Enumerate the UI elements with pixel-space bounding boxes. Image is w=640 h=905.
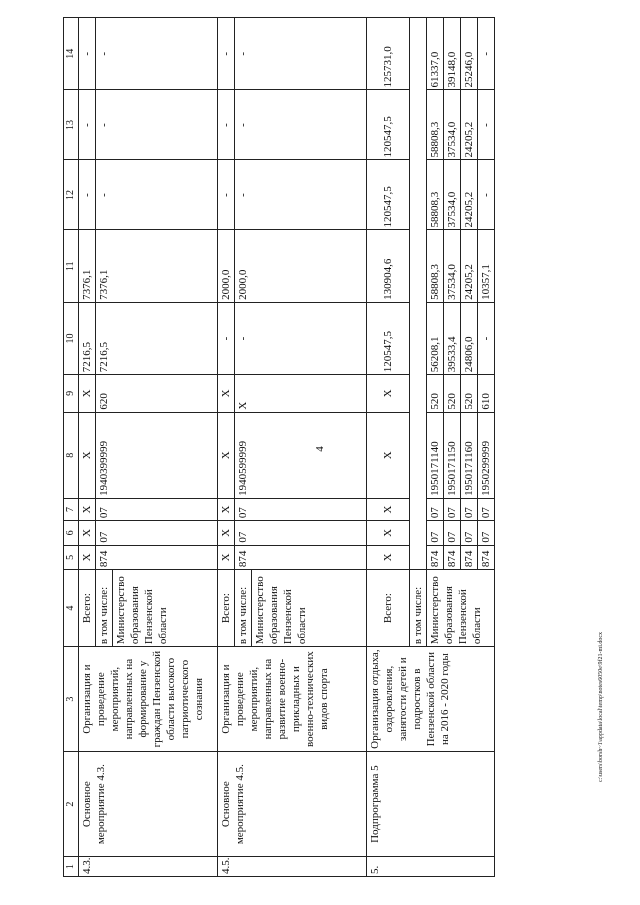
ministry-label: Министерство образования Пензенской области — [113, 570, 218, 647]
total-label: Всего: — [79, 570, 96, 647]
table-cell: X — [367, 521, 410, 546]
table-cell: 874 — [444, 545, 461, 570]
table-cell: 874 — [235, 545, 367, 570]
table-cell: X — [218, 498, 235, 520]
table-cell: X — [79, 498, 96, 520]
ministry-label: Министерство образования Пензенской области — [427, 570, 495, 647]
row-description: Организация отдыха, оздоровления, занятости детей и подростков в Пензенской области на 2016 - 2020 годы — [367, 647, 495, 752]
row-number: 4.3. — [79, 857, 218, 877]
table-cell: - — [218, 160, 235, 230]
row-description: Организация и проведение мероприятий, направленных на формирование у граждан Пензенской области высокого патриотического сознания — [79, 647, 218, 752]
table-cell: X — [79, 375, 96, 412]
table-cell: 07 — [478, 498, 495, 520]
col-header: 8 — [64, 412, 79, 498]
incl-label: в том числе: — [235, 570, 252, 647]
table-row-4-3-total — [79, 18, 96, 877]
table-cell: 58808,3 — [427, 230, 444, 302]
incl-label: в том числе: — [410, 570, 427, 647]
table-cell: - — [218, 18, 235, 90]
incl-label: в том числе: — [96, 570, 113, 647]
table-cell: 24806,0 — [461, 302, 478, 374]
table-cell: X — [79, 545, 96, 570]
row-name: Подпрограмма 5 — [367, 752, 495, 857]
table-cell: - — [478, 302, 495, 374]
col-header: 10 — [64, 302, 79, 374]
table-cell: X — [79, 412, 96, 498]
table-cell: 61337,0 — [427, 18, 444, 90]
table-cell: 58808,3 — [427, 160, 444, 230]
col-header: 6 — [64, 521, 79, 546]
table-cell: 2000,0 — [218, 230, 235, 302]
table-cell: 07 — [427, 521, 444, 546]
table-cell: 37534,0 — [444, 160, 461, 230]
table-cell: - — [79, 18, 96, 90]
table-cell: 520 — [427, 375, 444, 412]
table-cell: 39148,0 — [444, 18, 461, 90]
table-cell: 125731,0 — [367, 18, 410, 90]
col-header: 11 — [64, 230, 79, 302]
table-cell: 07 — [235, 498, 367, 520]
row-name: Основное мероприятие 4.5. — [218, 752, 367, 857]
table-cell: X — [218, 545, 235, 570]
row-description: Организация и проведение мероприятий, направленных на развитие военно-прикладных и военно-технических видов спорта — [218, 647, 367, 752]
table-cell: 7376,1 — [79, 230, 96, 302]
table-cell: - — [96, 90, 218, 160]
table-cell: 2000,0 — [235, 230, 367, 302]
table-cell: X — [218, 375, 235, 412]
col-header: 4 — [64, 570, 79, 647]
table-cell: 874 — [478, 545, 495, 570]
col-header: 9 — [64, 375, 79, 412]
page-number: 4 — [314, 446, 326, 452]
table-cell: - — [235, 160, 367, 230]
table-cell: 130904,6 — [367, 230, 410, 302]
table-cell: - — [218, 90, 235, 160]
table-cell: 07 — [478, 521, 495, 546]
table-cell: - — [79, 160, 96, 230]
table-cell: 874 — [96, 545, 218, 570]
table-cell: - — [96, 160, 218, 230]
table-cell: 07 — [235, 521, 367, 546]
total-label: Всего: — [218, 570, 235, 647]
table-cell: 1940599999 — [235, 412, 367, 498]
table-cell: - — [478, 90, 495, 160]
table-cell: - — [218, 302, 235, 374]
table-cell: X — [79, 521, 96, 546]
table-cell: 39533,4 — [444, 302, 461, 374]
table-cell: 10357,1 — [478, 230, 495, 302]
table-cell: 07 — [96, 498, 218, 520]
table-cell: 37534,0 — [444, 90, 461, 160]
table-cell: 07 — [444, 498, 461, 520]
table-cell: X — [218, 521, 235, 546]
table-cell: 25246,0 — [461, 18, 478, 90]
table-cell: 520 — [461, 375, 478, 412]
table-cell: - — [478, 160, 495, 230]
rotated-table-container — [63, 17, 573, 877]
table-cell: 37534,0 — [444, 230, 461, 302]
row-number: 4.5. — [218, 857, 367, 877]
col-header: 13 — [64, 90, 79, 160]
table-cell: X — [367, 498, 410, 520]
table-cell: 56208,1 — [427, 302, 444, 374]
col-header: 1 — [64, 857, 79, 877]
table-cell: 07 — [96, 521, 218, 546]
table-row-4-5-total — [218, 18, 235, 877]
table-row-5-total — [367, 18, 410, 877]
col-header: 7 — [64, 498, 79, 520]
table-cell: 1950171150 — [444, 412, 461, 498]
table-cell: 1950299999 — [478, 412, 495, 498]
table-cell: X — [367, 545, 410, 570]
table-cell: - — [79, 90, 96, 160]
total-label: Всего: — [367, 570, 410, 647]
header-row — [64, 18, 79, 877]
table-cell: - — [235, 18, 367, 90]
col-header: 12 — [64, 160, 79, 230]
table-cell: - — [478, 18, 495, 90]
table-cell: X — [367, 412, 410, 498]
table-cell: 1950171160 — [461, 412, 478, 498]
col-header: 2 — [64, 752, 79, 857]
col-header: 5 — [64, 545, 79, 570]
table-cell: 120547,5 — [367, 160, 410, 230]
table-cell: 7216,5 — [79, 302, 96, 374]
table-cell: 07 — [461, 521, 478, 546]
table-cell: 24205,2 — [461, 230, 478, 302]
table-cell: 874 — [461, 545, 478, 570]
table-cell: 520 — [444, 375, 461, 412]
table-cell: X — [218, 412, 235, 498]
table-cell: 24205,2 — [461, 90, 478, 160]
footer-file-path: c:\users\borsh~1\appdata\local\temp\notes6050e\9f21-mi.docx — [598, 631, 604, 782]
table-cell: 07 — [444, 521, 461, 546]
col-header: 3 — [64, 647, 79, 752]
col-header: 14 — [64, 18, 79, 90]
table-cell: 7376,1 — [96, 230, 218, 302]
table-cell: 24205,2 — [461, 160, 478, 230]
table-cell-empty — [410, 18, 427, 570]
table-cell: 120547,5 — [367, 90, 410, 160]
table-cell: X — [367, 375, 410, 412]
row-number: 5. — [367, 857, 495, 877]
table-cell: - — [235, 302, 367, 374]
row-name: Основное мероприятие 4.3. — [79, 752, 218, 857]
table-cell: 07 — [427, 498, 444, 520]
table-cell: 58808,3 — [427, 90, 444, 160]
table-cell: 874 — [427, 545, 444, 570]
table-cell: 610 — [478, 375, 495, 412]
table-cell: 1950171140 — [427, 412, 444, 498]
table-cell: 120547,5 — [367, 302, 410, 374]
table-cell: 1940399999 — [96, 412, 218, 498]
budget-table — [63, 17, 495, 877]
table-cell: X — [235, 375, 367, 412]
table-cell: - — [96, 18, 218, 90]
ministry-label: Министерство образования Пензенской области — [252, 570, 367, 647]
table-cell: - — [235, 90, 367, 160]
table-cell: 07 — [461, 498, 478, 520]
table-cell: 7216,5 — [96, 302, 218, 374]
table-cell: 620 — [96, 375, 218, 412]
